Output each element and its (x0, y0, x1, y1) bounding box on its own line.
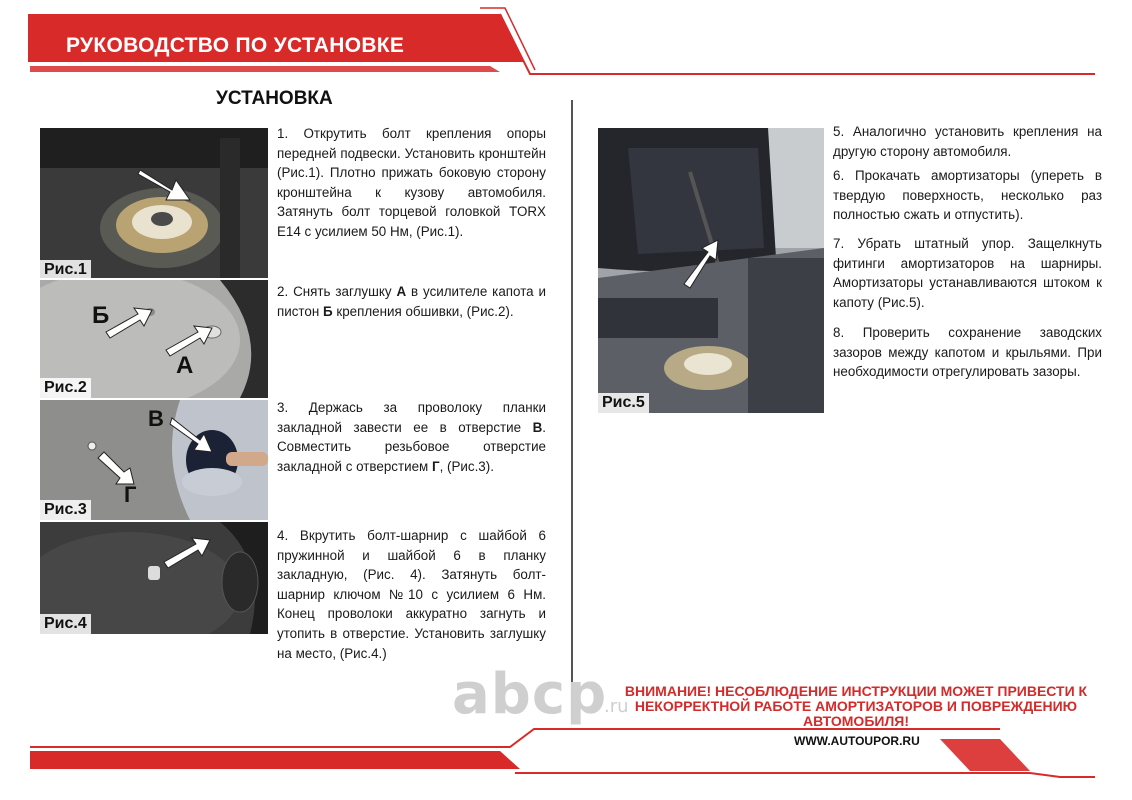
step-7-text: 7. Убрать штатный упор. Защелкнуть фитинги амортизаторов на шарниры. Амортизаторы устанавливаются штоком к капоту (Рис.5). (833, 236, 1102, 310)
step-6-text: 6. Прокачать амортизаторы (упереть в твердую поверхность, несколько раз полностью сжать и отпустить). (833, 168, 1102, 223)
figure-2-photo (40, 280, 268, 398)
figure-4-photo (40, 522, 268, 634)
step-2-text: 2. Снять заглушку А в усилителе капота и пистон Б крепления обшивки, (Рис.2). (277, 284, 547, 319)
step-1-text: 1. Открутить болт крепления опоры передней подвески. Установить кронштейн (Рис.1). Плотно прижать боковую сторону кронштейна к кузову автомобиля. Затянуть болт торцевой головкой TORX E14 с усилием 50 Нм, (Рис.1). (277, 126, 546, 239)
watermark-suffix: .ru (604, 696, 629, 717)
website-link[interactable]: WWW.AUTOUPOR.RU (794, 734, 920, 748)
step-3-text: 3. Держась за проволоку планки закладной завести ее в отверстие В. Совместить резьбовое отверстие закладной с отверстием Г, (Рис.3). (277, 400, 546, 474)
figure-1-photo (40, 128, 268, 278)
figure-2-label-a: А (176, 352, 194, 379)
figure-3-caption: Рис.3 (40, 500, 91, 520)
watermark-logo: abcp (452, 662, 608, 727)
figure-3-photo (40, 400, 268, 520)
figure-5-caption: Рис.5 (598, 393, 649, 413)
figure-5-photo (598, 128, 824, 413)
step-8-text: 8. Проверить сохранение заводских зазоров между капотом и крыльями. При необходимости отрегулировать зазоры. (833, 325, 1102, 380)
figure-3-label-v: В (148, 406, 164, 431)
column-divider (571, 100, 573, 690)
figure-3-label-g: Г (124, 482, 137, 507)
figure-1-caption: Рис.1 (40, 260, 91, 278)
figure-4-caption: Рис.4 (40, 614, 91, 634)
warning-text: ВНИМАНИЕ! НЕСОБЛЮДЕНИЕ ИНСТРУКЦИИ МОЖЕТ ПРИВЕСТИ К НЕКОРРЕКТНОЙ РАБОТЕ АМОРТИЗАТОРОВ И ПОВРЕЖДЕНИЮ АВТОМОБИЛЯ! (624, 683, 1088, 729)
figure-2-label-b: Б (92, 302, 110, 329)
step-5-text: 5. Аналогично установить крепления на другую сторону автомобиля. (833, 124, 1102, 159)
header-title: РУКОВОДСТВО ПО УСТАНОВКЕ (66, 34, 405, 57)
step-4-text: 4. Вкрутить болт-шарнир с шайбой 6 пружинной и шайбой 6 в планку закладную, (Рис. 4). Затянуть болт-шарнир ключом №10 с усилием 6 Нм. Конец проволоки аккуратно загнуть и утопить в отверстие. Установить заглушку на место, (Рис.4.) (277, 528, 546, 661)
footer-banner (0, 725, 1132, 785)
figure-2-caption: Рис.2 (40, 378, 91, 398)
section-title: УСТАНОВКА (216, 88, 333, 109)
